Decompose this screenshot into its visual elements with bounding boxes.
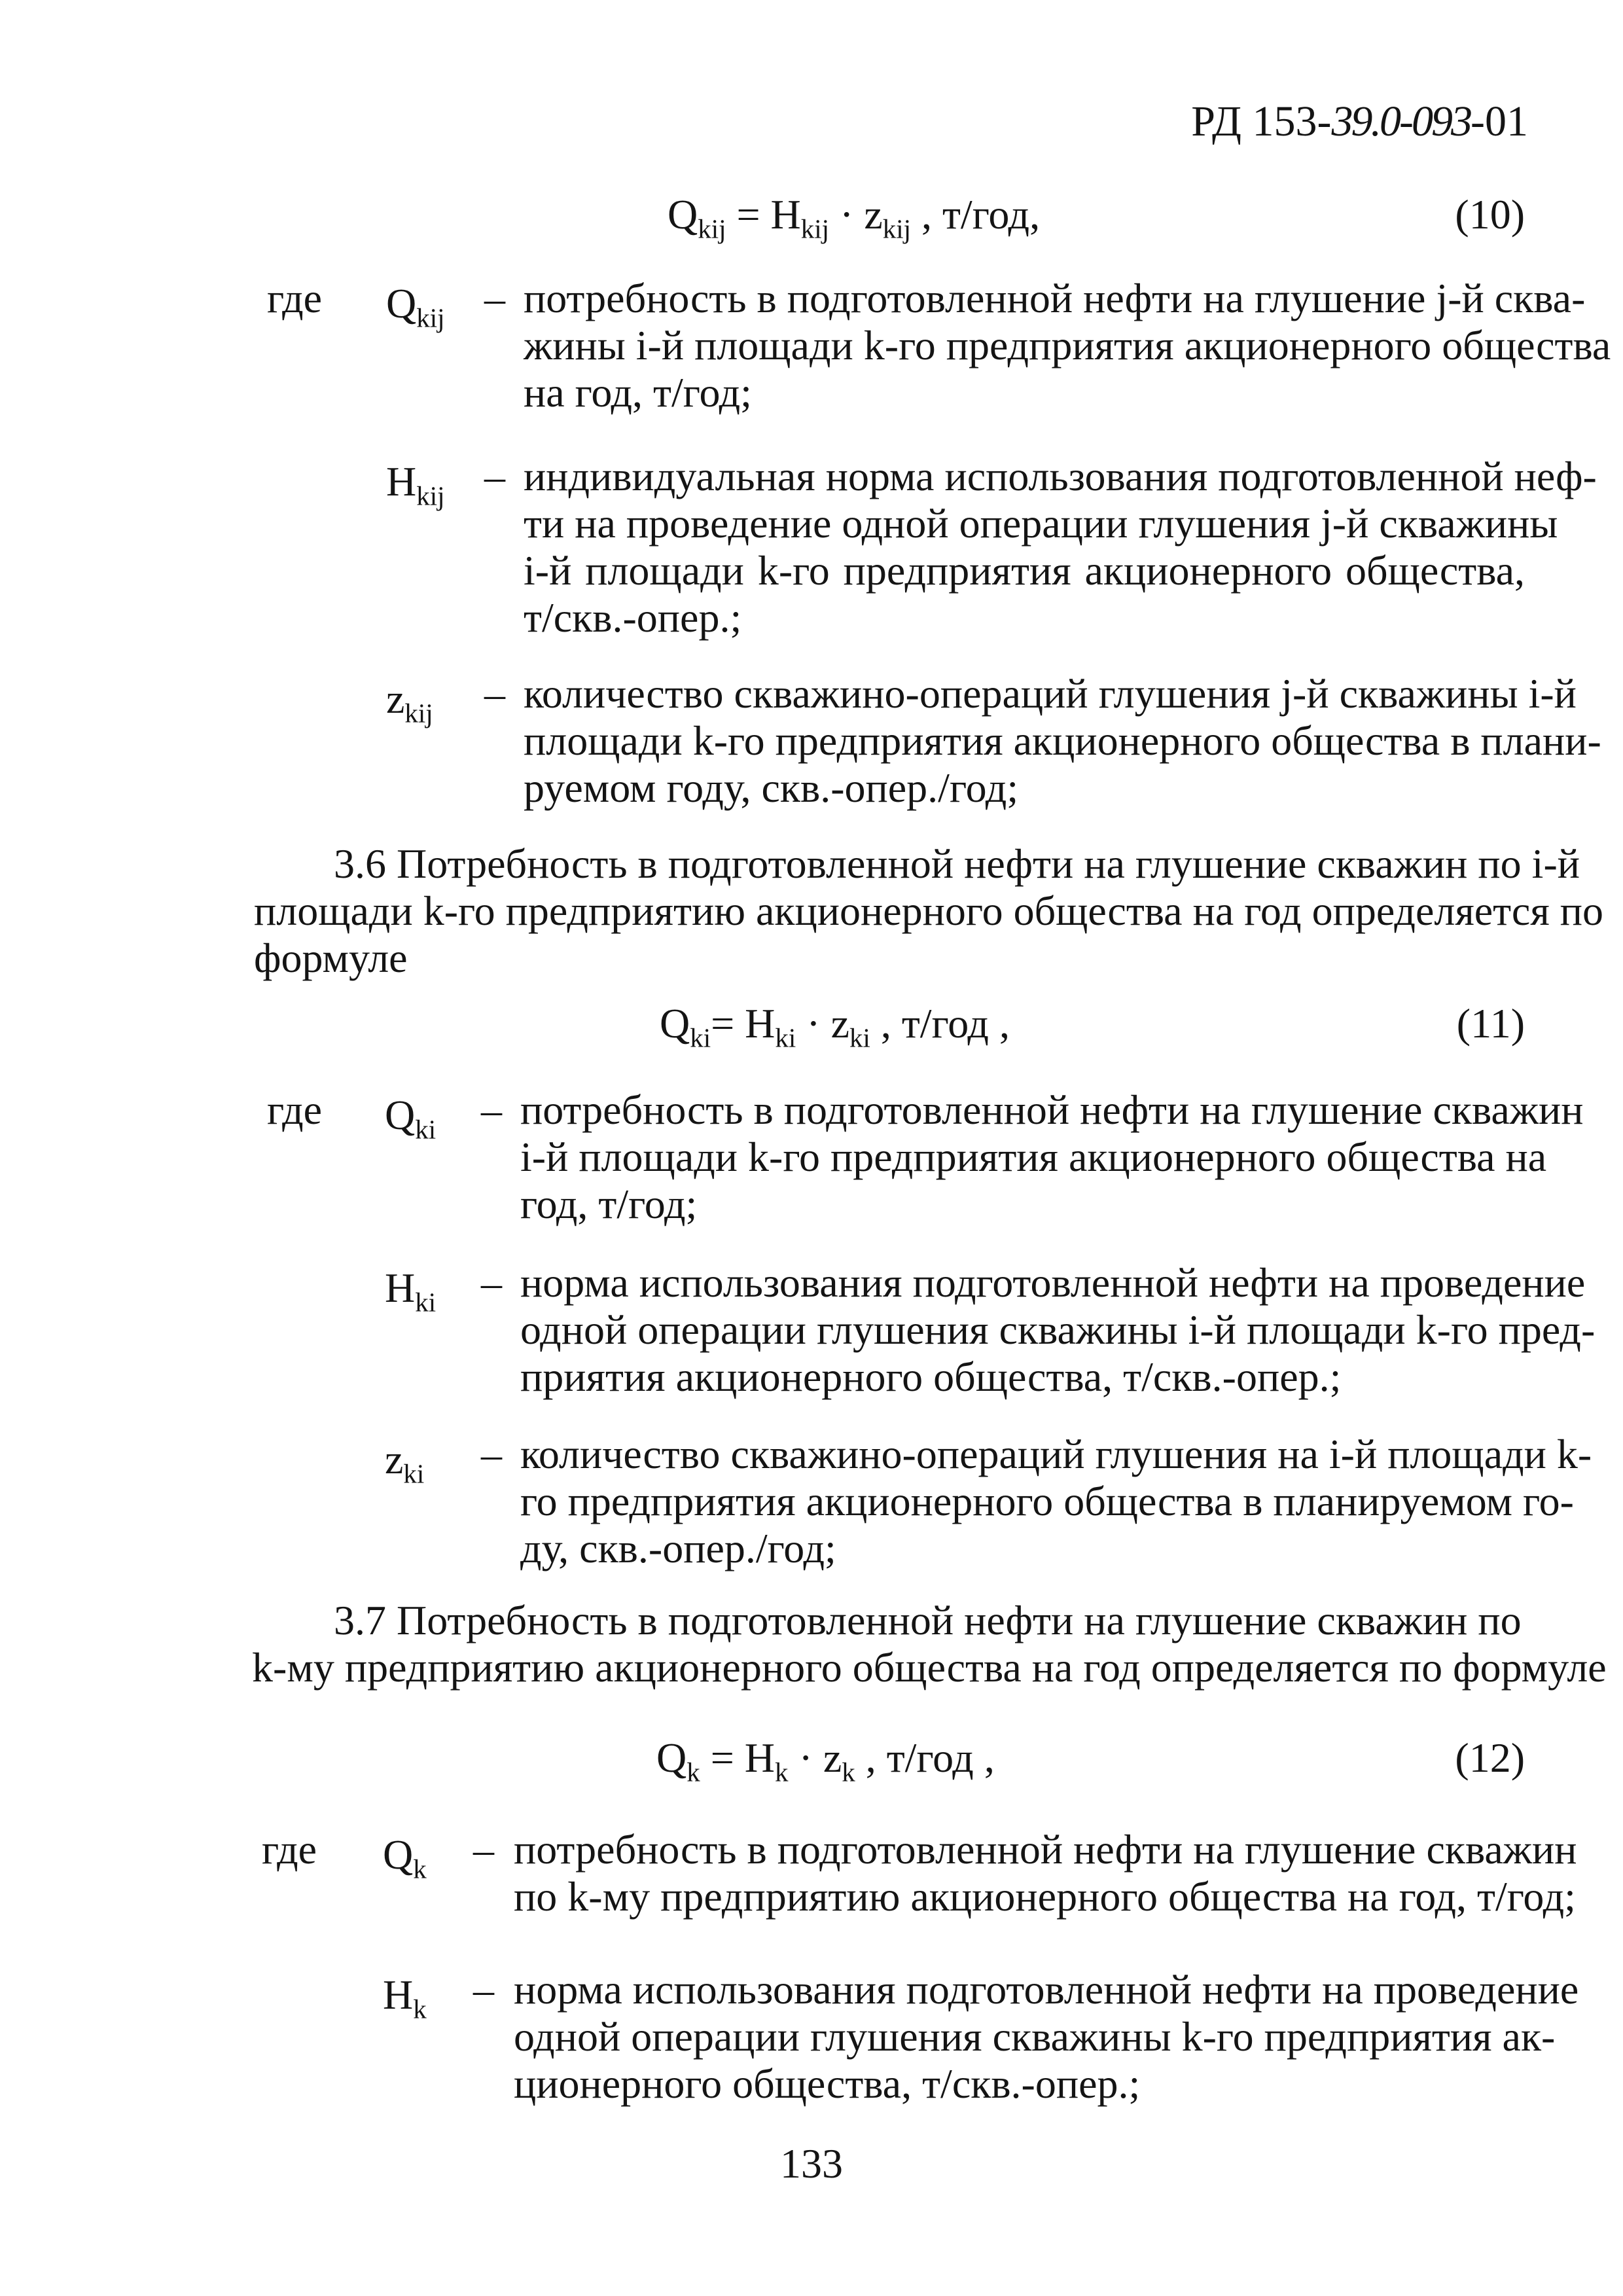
formula-12-dot: ·: [788, 1734, 823, 1781]
definition-symbol: $Q_k$: [383, 1831, 427, 1884]
definition-dash: –: [484, 453, 505, 499]
formula-10-lhs: Q: [668, 191, 698, 238]
definition-line: i-й площади k-го предприятия акционерного общества на: [520, 1134, 1547, 1180]
definition-symbol: $H_k$: [383, 1971, 427, 2024]
formula-10-number: (10): [1455, 191, 1525, 238]
formula-11-equals: =: [711, 1000, 745, 1047]
definition-line: ти на проведение одной операции глушения j-й скважины: [524, 500, 1558, 547]
definition-line: жины i-й площади k-го предприятия акционерного общества: [524, 322, 1611, 368]
definition-line: приятия акционерного общества, т/скв.-опер.;: [520, 1354, 1342, 1400]
where-label: где: [267, 1086, 323, 1133]
formula-11-term1: H: [745, 1000, 776, 1047]
where-label: где: [262, 1826, 317, 1873]
formula-12-lhs-sub: k: [687, 1757, 700, 1787]
formula-12-term2-sub: k: [842, 1757, 855, 1787]
formula-10-term2-sub: kij: [882, 213, 911, 244]
definition-line: одной операции глушения скважины k-го предприятия ак-: [514, 2013, 1556, 2060]
formula-10-equals: =: [726, 191, 771, 238]
formula-12-equals: =: [700, 1734, 745, 1781]
formula-12-term2: z: [823, 1734, 842, 1781]
formula-10: [668, 191, 1041, 244]
definition-symbol: $Q_{kij}$: [386, 280, 445, 333]
formula-11-term2-sub: ki: [849, 1022, 870, 1053]
definition-text: [524, 275, 1611, 416]
definition-line: потребность в подготовленной нефти на глушение j-й сква-: [524, 275, 1586, 321]
definition-line: норма использования подготовленной нефти на проведение: [514, 1966, 1579, 2013]
definition-symbol: $H_{ki}$: [385, 1265, 437, 1318]
formula-11-lhs-sub: ki: [690, 1022, 711, 1053]
definition-line: ду, скв.-опер./год;: [520, 1525, 836, 1571]
definition-dash: –: [473, 1966, 494, 2013]
paragraph-line: площади k-го предприятию акционерного общества на год определяется по: [254, 888, 1603, 934]
definition-line: потребность в подготовленной нефти на глушение скважин: [520, 1086, 1584, 1133]
definition-line: ционерного общества, т/скв.-опер.;: [514, 2060, 1141, 2107]
definition-line: по k-му предприятию акционерного общества на год, т/год;: [514, 1873, 1576, 1920]
formula-10-term1: H: [770, 191, 801, 238]
formula-10-term1-sub: kij: [800, 213, 829, 244]
definition-line: руемом году, скв.-опер./год;: [524, 764, 1019, 811]
formula-12-term1: H: [744, 1734, 776, 1781]
paragraph-line: формуле: [254, 935, 408, 981]
formula-10-dot: ·: [829, 191, 865, 238]
definition-dash: –: [484, 275, 505, 321]
document-code-handwritten: 39.0-093: [1331, 98, 1471, 145]
formula-12-term1-sub: k: [775, 1757, 789, 1787]
definition-symbol: $H_{kij}$: [386, 458, 445, 511]
formula-12-lhs: Q: [656, 1734, 687, 1781]
definition-line: одной операции глушения скважины i-й площади k-го пред-: [520, 1306, 1596, 1353]
definition-symbol: $z_{ki}$: [385, 1436, 425, 1489]
definition-line: т/скв.-опер.;: [524, 594, 742, 641]
definition-line: количество скважино-операций глушения на i-й площади k-: [520, 1431, 1592, 1477]
formula-12: [656, 1734, 995, 1787]
definition-line: i-й площади k-го предприятия акционерного общества,: [524, 547, 1525, 594]
definition-line: год, т/год;: [520, 1181, 698, 1227]
formula-11-unit: , т/год ,: [870, 1000, 1010, 1047]
document-code-prefix: РД 153-: [1191, 98, 1332, 145]
definition-dash: –: [481, 1086, 502, 1133]
definition-line: индивидуальная норма использования подготовленной неф-: [524, 453, 1597, 499]
definition-dash: –: [484, 670, 505, 717]
definition-text: [520, 1431, 1592, 1572]
paragraph-line: 3.7 Потребность в подготовленной нефти на глушение скважин по: [334, 1597, 1522, 1643]
formula-10-lhs-sub: kij: [698, 213, 726, 244]
formula-11-lhs: Q: [660, 1000, 690, 1047]
definition-symbol: $Q_{ki}$: [385, 1092, 437, 1145]
formula-10-unit: , т/год,: [910, 191, 1041, 238]
document-code-suffix: -01: [1471, 98, 1528, 145]
definition-symbol: $z_{kij}$: [386, 675, 433, 728]
definition-text: [514, 1826, 1577, 1920]
definition-text: [524, 670, 1601, 812]
definition-dash: –: [481, 1431, 502, 1477]
formula-11-term2: z: [830, 1000, 849, 1047]
formula-12-unit: , т/год ,: [855, 1734, 995, 1781]
paragraph-line: k-му предприятию акционерного общества на год определяется по формуле: [252, 1644, 1607, 1691]
formula-11-dot: ·: [796, 1000, 831, 1047]
formula-12-number: (12): [1455, 1734, 1525, 1781]
definition-text: [514, 1966, 1579, 2108]
definition-line: количество скважино-операций глушения j-й скважины i-й: [524, 670, 1577, 717]
paragraph-3-6: [254, 840, 1603, 982]
paragraph-3-7: [252, 1597, 1607, 1691]
formula-11-term1-sub: ki: [775, 1022, 796, 1053]
definition-line: потребность в подготовленной нефти на глушение скважин: [514, 1826, 1577, 1873]
definition-dash: –: [481, 1259, 502, 1306]
definition-line: норма использования подготовленной нефти на проведение: [520, 1259, 1586, 1306]
definition-text: [524, 453, 1597, 641]
where-label: где: [267, 275, 323, 321]
formula-11-number: (11): [1456, 1000, 1525, 1047]
definition-text: [520, 1259, 1596, 1401]
formula-10-term2: z: [864, 191, 883, 238]
paragraph-line: 3.6 Потребность в подготовленной нефти на глушение скважин по i-й: [334, 840, 1580, 887]
definition-line: площади k-го предприятия акционерного общества в плани-: [524, 717, 1601, 764]
definition-text: [520, 1086, 1584, 1228]
page-number: 133: [780, 2140, 843, 2187]
document-code: [1041, 98, 1528, 145]
formula-11: [660, 1000, 1010, 1053]
definition-line: го предприятия акционерного общества в планируемом го-: [520, 1478, 1574, 1524]
definition-line: на год, т/год;: [524, 369, 752, 416]
definition-dash: –: [473, 1826, 494, 1873]
